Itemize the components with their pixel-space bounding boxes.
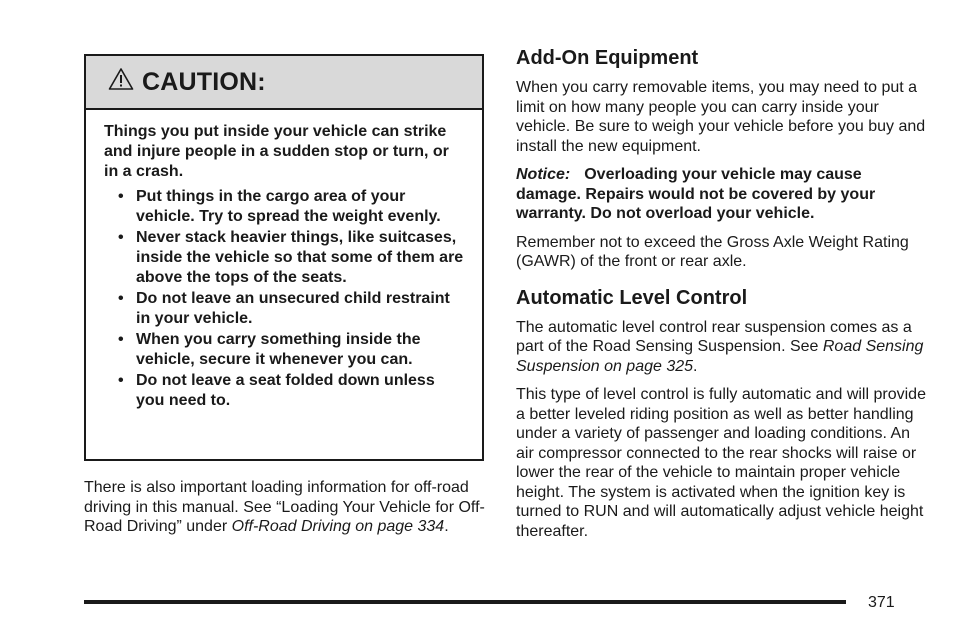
- caution-bullet: • When you carry something inside the vehicle, secure it whenever you can.: [136, 330, 464, 370]
- offroad-loading-paragraph: [84, 478, 486, 537]
- caution-bullet: • Put things in the cargo area of your vehicle. Try to spread the weight evenly.: [136, 187, 464, 227]
- warning-triangle-icon: [108, 67, 134, 91]
- alc-text: The automatic level control rear suspension comes as a part of the Road Sensing Suspension. See: [516, 318, 912, 355]
- notice-paragraph: [516, 165, 926, 224]
- caution-bullet: • Never stack heavier things, like suitcases, inside the vehicle so that some of them are above the tops of the seats.: [136, 228, 464, 288]
- notice-label: Notice:: [516, 166, 571, 183]
- period: .: [693, 357, 698, 375]
- add-on-paragraph: When you carry removable items, you may need to put a limit on how many people you can carry inside your vehicle. Be sure to weigh your vehicle before you buy and install the new equipment.: [516, 79, 926, 155]
- caution-bullet: • Do not leave an unsecured child restraint in your vehicle.: [136, 289, 464, 329]
- caution-bullet: • Do not leave a seat folded down unless you need to.: [136, 371, 464, 411]
- caution-header: [86, 56, 482, 110]
- caution-intro: Things you put inside your vehicle can strike and injure people in a sudden stop or turn, or in a crash.: [104, 123, 449, 180]
- caution-body: [86, 110, 482, 411]
- alc-heading: Automatic Level Control: [516, 286, 748, 309]
- alc-paragraph-1: [516, 318, 926, 377]
- add-on-heading: Add-On Equipment: [516, 47, 699, 69]
- caution-title: CAUTION:: [142, 67, 266, 96]
- offroad-loading-text: There is also important loading information for off-road driving in this manual. See “Loading Your Vehicle for Off-Road Driving” under: [84, 479, 485, 535]
- right-column: [516, 46, 926, 550]
- offroad-page-reference: Off-Road Driving on page 334: [231, 518, 445, 535]
- period: .: [444, 518, 449, 535]
- caution-list: [104, 187, 464, 411]
- footer-rule: [84, 600, 846, 604]
- caution-box: [84, 54, 484, 461]
- notice-text: Overloading your vehicle may cause damage. Repairs would not be covered by your warranty. Do not overload your vehicle.: [516, 166, 876, 222]
- alc-paragraph-2: This type of level control is fully automatic and will provide a better leveled riding position as well as better handling under a variety of passenger and loading conditions. An air compressor connected to the rear shocks will raise or lower the rear of the vehicle to maintain proper vehicle height. The system is activated when the ignition key is turned to RUN and will automatically adjust vehicle height thereafter.: [516, 386, 926, 540]
- page-number: 371: [868, 594, 895, 611]
- suspension-page-reference: Road Sensing Suspension on page 325: [516, 338, 924, 375]
- gawr-paragraph: Remember not to exceed the Gross Axle Weight Rating (GAWR) of the front or rear axle.: [516, 233, 909, 270]
